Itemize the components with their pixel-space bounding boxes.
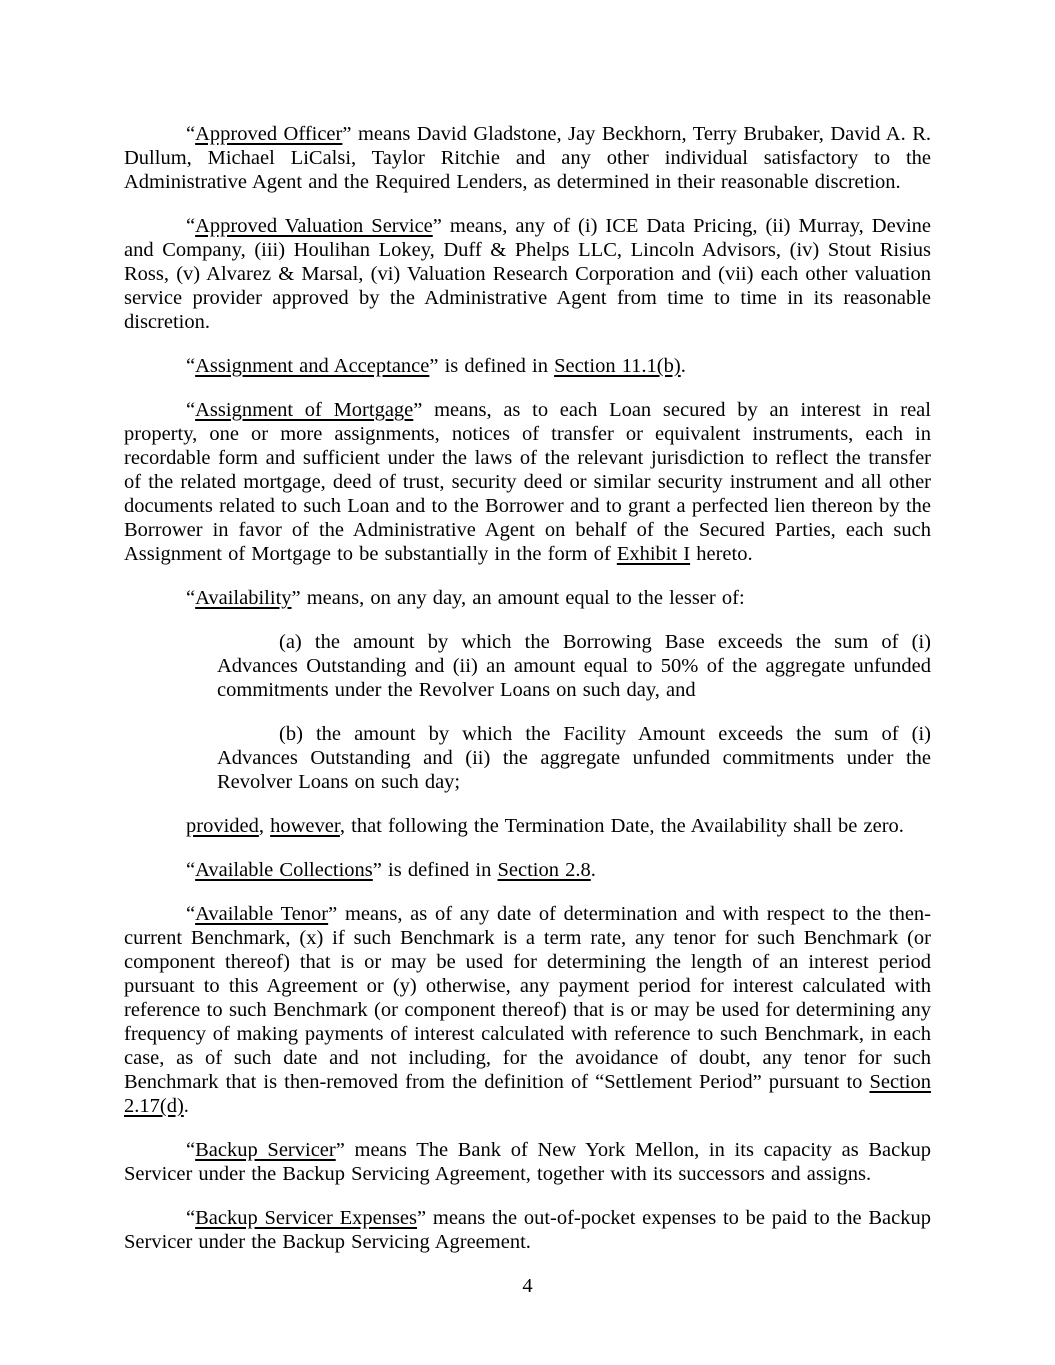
text-run: ” means, any of (i) ICE Data Pricing, (ii) Murray, Devine and Company, (iii) Houlihan Lokey, Duff & Phelps LLC, Lincoln Advisors, (iv) Stout Risius Ross, (v) Alvarez & Marsal, (vi) Valuation Research Corporation and (vii) each other valuation service provider approved by the Administrative Agent from time to time in its reasonable discretion. <box>124 215 931 333</box>
text-run: . <box>183 1095 189 1117</box>
text-run: ” means The Bank of New York Mellon, in its capacity as Backup Servicer under the Backup Servicing Agreement, together with its successors and assigns. <box>124 1139 931 1185</box>
defined-term: Backup Servicer <box>195 1139 336 1161</box>
text-run: “ <box>186 587 196 609</box>
defined-term: Section 11.1(b) <box>554 355 681 377</box>
text-run: ” means, on any day, an amount equal to the lesser of: <box>291 587 745 609</box>
paragraph <box>124 586 931 610</box>
text-run: (a) the amount by which the Borrowing Base exceeds the sum of (i) Advances Outstanding and (ii) an amount equal to 50% of the aggregate unfunded commitments under the Revolver Loans on such day, and <box>217 631 931 701</box>
text-run: “ <box>186 1207 196 1229</box>
text-run: ” is defined in <box>429 355 555 377</box>
paragraph <box>124 1138 931 1186</box>
defined-term: Section 2.8 <box>497 859 591 881</box>
defined-term: provided <box>186 815 259 837</box>
text-run: , <box>258 815 271 837</box>
text-run: “ <box>186 399 196 421</box>
text-run: hereto. <box>690 543 753 565</box>
paragraph <box>124 122 931 194</box>
text-run: . <box>590 859 596 881</box>
text-run: “ <box>186 1139 196 1161</box>
text-run: ” means David Gladstone, Jay Beckhorn, Terry Brubaker, David A. R. Dullum, Michael LiCalsi, Taylor Ritchie and any other individual satisfactory to the Administrative Agent and the Required Lenders, as determined in their reasonable discretion. <box>124 123 931 193</box>
defined-term: Assignment of Mortgage <box>195 399 414 421</box>
paragraph <box>124 354 931 378</box>
text-run: “ <box>186 859 196 881</box>
text-run: (b) the amount by which the Facility Amount exceeds the sum of (i) Advances Outstanding and (ii) the aggregate unfunded commitments under the Revolver Loans on such day; <box>217 723 931 793</box>
paragraph <box>124 902 931 1118</box>
text-run: “ <box>186 903 196 925</box>
paragraph <box>124 858 931 882</box>
paragraph <box>217 630 931 702</box>
defined-term: Approved Officer <box>195 123 343 145</box>
defined-term: Assignment and Acceptance <box>195 355 430 377</box>
defined-term: Approved Valuation Service <box>195 215 433 237</box>
defined-term: Available Tenor <box>195 903 329 925</box>
document-body <box>124 122 931 1254</box>
text-run: ” means, as of any date of determination and with respect to the then-current Benchmark, (x) if such Benchmark is a term rate, any tenor for such Benchmark (or component thereof) that is or may be used for determining the length of an interest period pursuant to this Agreement or (y) otherwise, any payment period for interest calculated with reference to such Benchmark (or component thereof) that is or may be used for determining any frequency of making payments of interest calculated with reference to such Benchmark, in each case, as of such date and not including, for the avoidance of doubt, any tenor for such Benchmark that is then-removed from the definition of “Settlement Period” pursuant to <box>124 903 932 1093</box>
defined-term: Availability <box>195 587 292 609</box>
text-run: . <box>680 355 686 377</box>
text-run: ” means the out-of-pocket expenses to be paid to the Backup Servicer under the Backup Servicing Agreement. <box>124 1207 931 1253</box>
paragraph <box>124 1206 931 1254</box>
text-run: , that following the Termination Date, the Availability shall be zero. <box>339 815 904 837</box>
page-number: 4 <box>522 1275 533 1297</box>
text-run: “ <box>186 215 196 237</box>
defined-term: however <box>270 815 340 837</box>
text-run: ” means, as to each Loan secured by an interest in real property, one or more assignments, notices of transfer or equivalent instruments, each in recordable form and sufficient under the laws of the relevant jurisdiction to reflect the transfer of the related mortgage, deed of trust, security deed or similar security instrument and all other documents related to such Loan and to the Borrower and to grant a perfected lien thereon by the Borrower in favor of the Administrative Agent on behalf of the Secured Parties, each such Assignment of Mortgage to be substantially in the form of <box>124 399 931 565</box>
defined-term: Backup Servicer Expenses <box>195 1207 417 1229</box>
text-run: “ <box>186 123 196 145</box>
paragraph <box>124 398 931 566</box>
defined-term: Section 2.17(d) <box>124 1071 931 1117</box>
text-run: ” is defined in <box>372 859 498 881</box>
defined-term: Exhibit I <box>616 543 691 565</box>
paragraph <box>124 214 931 334</box>
defined-term: Available Collections <box>195 859 373 881</box>
paragraph <box>124 814 931 838</box>
paragraph <box>217 722 931 794</box>
text-run: “ <box>186 355 196 377</box>
